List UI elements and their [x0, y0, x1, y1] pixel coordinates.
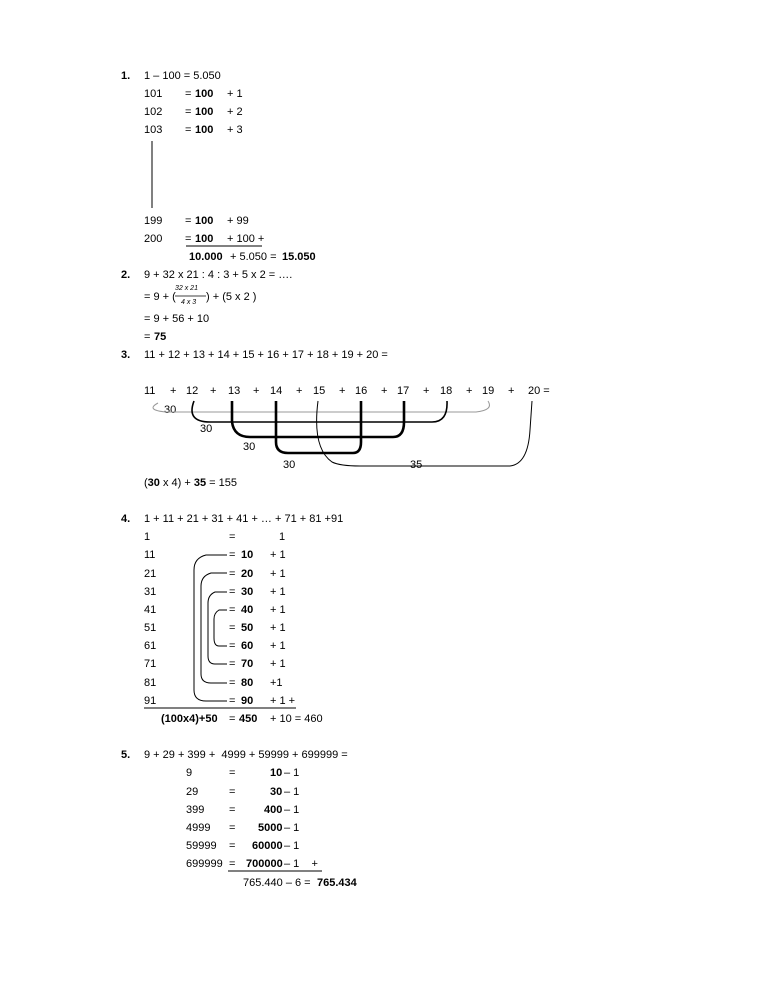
- p5-row-round: 60000: [252, 840, 283, 852]
- p5-row-minus: – 1: [284, 767, 300, 779]
- p1-row-199-hundred: 100: [195, 215, 214, 227]
- p4-row-tens: 10: [241, 549, 254, 561]
- p5-row-eq: =: [229, 786, 236, 798]
- p4-row-value: 41: [144, 604, 157, 616]
- p3-pair-arc-13-17: [232, 401, 404, 437]
- p5-row-value: 399: [186, 804, 205, 816]
- p2-step1-left: = 9 + (: [144, 291, 176, 303]
- p5-row-minus: – 1: [284, 804, 300, 816]
- p4-row-eq: =: [229, 658, 236, 670]
- p5-row-minus: – 1: [284, 840, 300, 852]
- p4-row-tens: 80: [241, 677, 254, 689]
- p4-bracket-31-71: [208, 592, 227, 664]
- p4-row-remainder: +1: [270, 677, 283, 689]
- p3-term-16: 16: [355, 385, 368, 397]
- problem-1-number: 1.: [121, 70, 131, 82]
- p5-row-round: 700000: [246, 858, 283, 870]
- p5-row-value: 4999: [186, 822, 211, 834]
- p4-row-remainder: 1: [279, 531, 286, 543]
- p5-row-value: 9: [186, 767, 193, 779]
- p4-row-tens: 40: [241, 604, 254, 616]
- p5-row-round: 400: [264, 804, 283, 816]
- p5-row-value: 59999: [186, 840, 217, 852]
- p2-step3-eq: =: [144, 331, 151, 343]
- p5-row-minus: – 1 +: [284, 858, 318, 870]
- p1-row-101-hundred: 100: [195, 88, 214, 100]
- p2-step1-right: ) + (5 x 2 ): [206, 291, 257, 303]
- p4-row-remainder: + 1: [270, 568, 286, 580]
- p4-row-tens: 50: [241, 622, 254, 634]
- problem-1-statement: 1 – 100 = 5.050: [144, 70, 221, 82]
- p4-row-value: 1: [144, 531, 151, 543]
- p4-bracket-41-61: [214, 610, 227, 646]
- p4-row-tens: 20: [241, 568, 254, 580]
- p3-plus: +: [423, 385, 430, 397]
- p3-plus: +: [508, 385, 515, 397]
- p5-row-value: 29: [186, 786, 199, 798]
- p1-row-199-eq: =: [185, 215, 192, 227]
- p4-row-remainder: + 1: [270, 640, 286, 652]
- p1-row-102-eq: =: [185, 106, 192, 118]
- p1-row-199-remainder: + 99: [227, 215, 249, 227]
- p4-row-remainder: + 1: [270, 604, 286, 616]
- p3-pair-sum-15-20: 35: [410, 459, 423, 471]
- p5-row-eq: =: [229, 840, 236, 852]
- p1-row-103-value: 103: [144, 124, 163, 136]
- p4-row-eq: =: [229, 549, 236, 561]
- p5-row-eq: =: [229, 858, 236, 870]
- p2-fraction-numerator: 32 x 21: [175, 285, 198, 292]
- problem-5-number: 5.: [121, 749, 131, 761]
- p4-row-eq: =: [229, 604, 236, 616]
- p4-row-value: 11: [144, 549, 156, 561]
- p4-row-value: 61: [144, 640, 157, 652]
- p4-row-value: 91: [144, 695, 157, 707]
- p5-row-eq: =: [229, 804, 236, 816]
- p4-row-remainder: + 1: [270, 549, 286, 561]
- p1-row-103-remainder: + 3: [227, 124, 243, 136]
- p4-row-eq: =: [229, 568, 236, 580]
- p4-row-remainder: + 1: [270, 586, 286, 598]
- p4-row-tens: 70: [241, 658, 254, 670]
- p4-row-tens: 30: [241, 586, 254, 598]
- p1-row-200-remainder: + 100 +: [227, 233, 265, 245]
- p3-pair-sum-12-18: 30: [200, 423, 213, 435]
- p2-step2: = 9 + 56 + 10: [144, 313, 210, 325]
- p5-row-eq: =: [229, 767, 236, 779]
- p3-term-17: 17: [397, 385, 410, 397]
- p3-pair-sum-13-17: 30: [243, 441, 256, 453]
- p4-row-remainder: + 1: [270, 658, 286, 670]
- p4-sum-tens: 450: [239, 713, 258, 725]
- p3-term-12: 12: [186, 385, 199, 397]
- p3-result: (30 x 4) + 35 = 155: [144, 477, 237, 489]
- p4-sum-eq: =: [229, 713, 236, 725]
- p4-row-eq: =: [229, 586, 236, 598]
- p3-pair-sum-11-19: 30: [164, 404, 177, 416]
- p3-term-20: 20 =: [528, 385, 550, 397]
- p5-row-round: 5000: [258, 822, 283, 834]
- p4-row-remainder: + 1 +: [270, 695, 296, 707]
- p5-row-minus: – 1: [284, 786, 300, 798]
- p3-term-15: 15: [313, 385, 326, 397]
- p5-final-expression: 765.440 – 6 =: [243, 877, 311, 889]
- p5-row-minus: – 1: [284, 822, 300, 834]
- p1-row-101-value: 101: [144, 88, 163, 100]
- p3-plus: +: [339, 385, 346, 397]
- problem-2-statement: 9 + 32 x 21 : 4 : 3 + 5 x 2 = ….: [144, 269, 293, 281]
- problem-3-statement: 11 + 12 + 13 + 14 + 15 + 16 + 17 + 18 + 19 + 20 =: [144, 349, 388, 361]
- p3-term-14: 14: [270, 385, 283, 397]
- p2-fraction-denominator: 4 x 3: [181, 299, 197, 306]
- p3-plus: +: [296, 385, 303, 397]
- p2-answer: 75: [154, 331, 167, 343]
- p4-row-remainder: + 1: [270, 622, 286, 634]
- p4-row-eq: =: [229, 640, 236, 652]
- problem-4-statement: 1 + 11 + 21 + 31 + 41 + … + 71 + 81 +91: [144, 513, 344, 525]
- p3-pair-arc-11-19: [153, 401, 489, 412]
- p4-row-tens: 90: [241, 695, 254, 707]
- p1-row-200-eq: =: [185, 233, 192, 245]
- p3-plus: +: [253, 385, 260, 397]
- p5-row-value: 699999: [186, 858, 223, 870]
- problem-3-number: 3.: [121, 349, 131, 361]
- p3-pair-arc-15-20: [317, 401, 532, 466]
- p3-pair-arc-14-16: [276, 401, 361, 453]
- p3-term-18: 18: [440, 385, 453, 397]
- p4-row-eq: =: [229, 677, 236, 689]
- p3-plus: +: [170, 385, 177, 397]
- p4-sum-result: + 10 = 460: [270, 713, 323, 725]
- problem-2-number: 2.: [121, 269, 131, 281]
- p1-row-200-hundred: 100: [195, 233, 214, 245]
- p3-term-19: 19: [482, 385, 495, 397]
- problem-5-statement: 9 + 29 + 399 + 4999 + 59999 + 699999 =: [144, 749, 348, 761]
- p5-row-round: 30: [270, 786, 283, 798]
- p5-final-answer: 765.434: [317, 877, 357, 889]
- p4-row-eq: =: [229, 622, 236, 634]
- p3-pair-sum-14-16: 30: [283, 459, 296, 471]
- problem-4-number: 4.: [121, 513, 131, 525]
- p1-row-103-eq: =: [185, 124, 192, 136]
- p1-sum-result: 15.050: [282, 251, 316, 263]
- p3-plus: +: [466, 385, 473, 397]
- p3-term-13: 13: [228, 385, 241, 397]
- p4-sum-expression: (100x4)+50: [161, 713, 218, 725]
- p1-sum-hundreds: 10.000: [189, 251, 223, 263]
- p1-row-101-remainder: + 1: [227, 88, 243, 100]
- p4-bracket-11-91: [194, 555, 227, 701]
- p4-row-value: 31: [144, 586, 157, 598]
- p4-row-value: 81: [144, 677, 157, 689]
- p5-row-round: 10: [270, 767, 283, 779]
- p3-plus: +: [381, 385, 388, 397]
- p3-plus: +: [210, 385, 217, 397]
- p5-row-eq: =: [229, 822, 236, 834]
- p1-row-102-hundred: 100: [195, 106, 214, 118]
- p1-row-102-remainder: + 2: [227, 106, 243, 118]
- p1-row-103-hundred: 100: [195, 124, 214, 136]
- p4-row-value: 71: [144, 658, 157, 670]
- p4-row-tens: 60: [241, 640, 254, 652]
- p4-row-eq: =: [229, 531, 236, 543]
- p1-row-101-eq: =: [185, 88, 192, 100]
- p4-row-eq: =: [229, 695, 236, 707]
- p1-row-102-value: 102: [144, 106, 163, 118]
- p3-term-11: 11: [144, 385, 156, 397]
- p4-row-value: 51: [144, 622, 157, 634]
- p1-row-199-value: 199: [144, 215, 163, 227]
- p4-row-value: 21: [144, 568, 157, 580]
- p1-sum-middle: + 5.050 =: [230, 251, 277, 263]
- p1-row-200-value: 200: [144, 233, 163, 245]
